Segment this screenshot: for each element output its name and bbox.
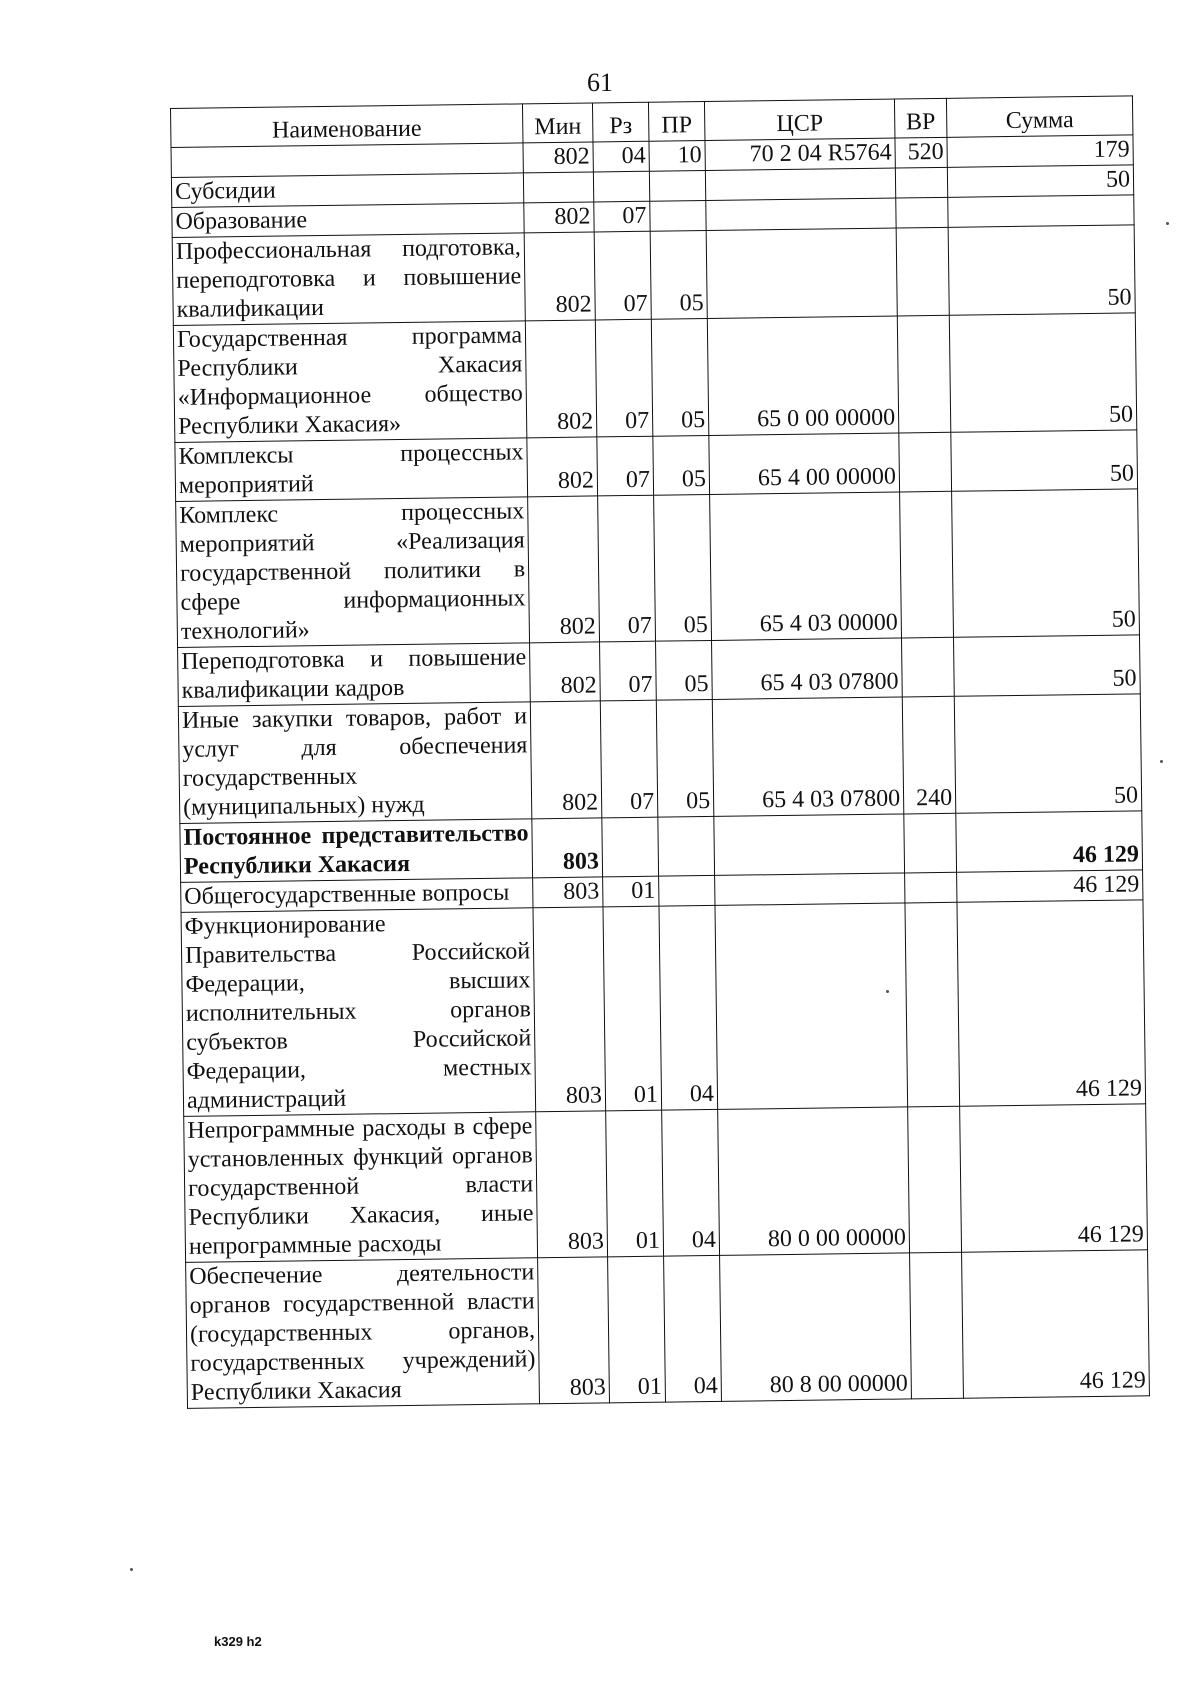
row-min: 803 xyxy=(533,907,606,1112)
row-vr xyxy=(899,432,952,492)
row-csr: 80 0 00 00000 xyxy=(718,1107,910,1255)
row-rz: 07 xyxy=(594,201,650,232)
row-sum: 46 129 xyxy=(962,1250,1150,1398)
row-name: Государственная программа Республики Хакасия «Информационное общество Республики Хакасия» xyxy=(173,321,527,443)
row-sum: 50 xyxy=(952,489,1140,637)
row-rz: 07 xyxy=(598,495,656,642)
row-min: 802 xyxy=(524,232,595,321)
scan-speck xyxy=(130,1568,133,1571)
row-name xyxy=(171,143,523,178)
row-vr xyxy=(901,637,954,697)
table-row xyxy=(181,900,1146,1117)
row-csr: 65 4 03 07800 xyxy=(712,638,903,699)
row-csr: 65 0 00 00000 xyxy=(707,316,899,435)
row-name: Иные закупки товаров, работ и услуг для обеспечения государственных (муниципальных) нужд xyxy=(178,702,532,824)
row-sum xyxy=(948,195,1134,227)
row-pr xyxy=(650,200,706,231)
row-sum: 46 129 xyxy=(957,900,1146,1106)
row-min: 803 xyxy=(536,1111,608,1258)
row-min: 802 xyxy=(527,437,598,497)
header-min: Мин xyxy=(522,103,593,143)
row-vr xyxy=(896,197,948,228)
row-name: Субсидии xyxy=(171,173,523,208)
row-name: Комплекс процессных мероприятий «Реализация государственной политики в сфере информационных технологий» xyxy=(176,497,530,648)
row-pr: 04 xyxy=(664,1255,722,1402)
row-vr xyxy=(896,227,949,316)
row-sum: 46 129 xyxy=(956,811,1143,872)
row-vr xyxy=(905,872,957,903)
table-row xyxy=(176,489,1140,648)
header-rz: Рз xyxy=(592,102,649,142)
row-rz: 07 xyxy=(597,436,654,496)
scan-speck xyxy=(886,990,889,993)
row-min: 802 xyxy=(528,496,600,643)
row-csr: 65 4 00 00000 xyxy=(709,433,900,494)
row-vr xyxy=(905,902,960,1107)
row-vr xyxy=(908,1106,962,1253)
row-vr xyxy=(895,167,947,198)
row-name: Непрограммные расходы в сфере установленных функций органов государственной власти Республики Хакасия, иные непрограммные расходы xyxy=(184,1112,538,1263)
row-name: Общегосударственные вопросы xyxy=(181,878,533,913)
row-rz: 01 xyxy=(603,876,659,907)
row-pr: 05 xyxy=(654,494,712,641)
row-name: Образование xyxy=(172,203,524,238)
row-csr xyxy=(706,228,897,318)
row-rz: 04 xyxy=(593,141,649,172)
row-name: Функционирование Правительства Российской Федерации, высших исполнительных органов субъектов Российской Федерации, местных администраций xyxy=(181,908,536,1117)
row-vr xyxy=(897,315,951,433)
row-pr: 05 xyxy=(656,640,713,700)
row-csr: 70 2 04 R5764 xyxy=(705,138,895,170)
row-sum: 179 xyxy=(947,135,1133,167)
header-csr: ЦСР xyxy=(704,99,894,140)
row-min: 802 xyxy=(524,202,594,233)
row-rz: 07 xyxy=(594,231,651,320)
header-sum: Сумма xyxy=(946,96,1132,137)
row-pr: 04 xyxy=(662,1109,720,1256)
row-csr xyxy=(714,814,905,875)
row-vr xyxy=(910,1252,964,1399)
row-pr: 05 xyxy=(651,318,709,436)
header-pr: ПР xyxy=(648,102,705,142)
row-min: 802 xyxy=(530,701,602,819)
table-row xyxy=(172,225,1135,326)
row-name: Переподготовка и повышение квалификации кадров xyxy=(178,643,531,707)
row-rz: 07 xyxy=(600,641,657,701)
row-pr: 04 xyxy=(659,905,718,1110)
row-csr xyxy=(715,873,905,905)
scan-speck xyxy=(1166,222,1169,225)
row-pr: 05 xyxy=(650,230,707,319)
row-pr: 10 xyxy=(649,141,705,172)
row-min: 803 xyxy=(538,1257,610,1404)
footer-code: k329 h2 xyxy=(214,1634,262,1649)
row-sum: 46 129 xyxy=(960,1104,1148,1252)
scan-speck xyxy=(1160,760,1163,763)
row-name: Комплексы процессных мероприятий xyxy=(175,438,528,502)
row-csr xyxy=(705,168,895,200)
row-sum: 46 129 xyxy=(957,870,1143,902)
row-min: 802 xyxy=(523,142,593,173)
row-sum: 50 xyxy=(954,694,1142,813)
row-rz xyxy=(593,171,649,202)
row-csr xyxy=(706,198,896,230)
table-row xyxy=(184,1104,1148,1263)
row-pr: 05 xyxy=(653,435,710,495)
row-min xyxy=(523,172,593,203)
row-rz: 07 xyxy=(600,700,658,818)
row-min: 803 xyxy=(533,877,603,908)
row-sum: 50 xyxy=(948,225,1135,315)
row-sum: 50 xyxy=(953,635,1140,696)
header-name: Наименование xyxy=(171,104,523,148)
row-rz: 01 xyxy=(603,906,662,1111)
table-row xyxy=(178,694,1141,824)
row-rz: 01 xyxy=(608,1256,666,1403)
row-pr xyxy=(649,170,705,201)
row-csr xyxy=(715,903,908,1109)
row-pr: 05 xyxy=(656,699,714,817)
row-min: 803 xyxy=(532,818,603,878)
row-rz: 07 xyxy=(595,319,653,437)
row-sum: 50 xyxy=(951,430,1138,491)
row-vr: 520 xyxy=(895,137,947,168)
row-vr xyxy=(904,813,957,873)
row-csr: 80 8 00 00000 xyxy=(720,1253,912,1401)
row-vr xyxy=(900,491,954,638)
table-row xyxy=(173,313,1136,443)
page-number: 61 xyxy=(587,68,613,97)
row-csr: 65 4 03 00000 xyxy=(710,492,902,640)
row-min: 802 xyxy=(525,320,597,438)
budget-table-container xyxy=(170,95,1150,1408)
row-pr xyxy=(658,816,715,876)
row-pr xyxy=(659,875,715,906)
table-row xyxy=(186,1250,1150,1409)
budget-table xyxy=(170,95,1150,1408)
row-min: 802 xyxy=(530,642,601,702)
row-name: Обеспечение деятельности органов государственной власти (государственных органов, государственных учреждений) Республики Хакасия xyxy=(186,1258,540,1409)
header-vr: ВР xyxy=(894,98,947,138)
row-name: Постоянное представительство Республики Хакасия xyxy=(180,819,533,883)
row-csr: 65 4 03 07800 xyxy=(712,697,904,816)
row-rz: 01 xyxy=(606,1110,664,1257)
row-name: Профессиональная подготовка, переподготовка и повышение квалификации xyxy=(172,233,525,326)
row-sum: 50 xyxy=(949,313,1137,432)
row-rz xyxy=(602,817,659,877)
row-vr: 240 xyxy=(902,696,956,814)
row-sum: 50 xyxy=(947,165,1133,197)
